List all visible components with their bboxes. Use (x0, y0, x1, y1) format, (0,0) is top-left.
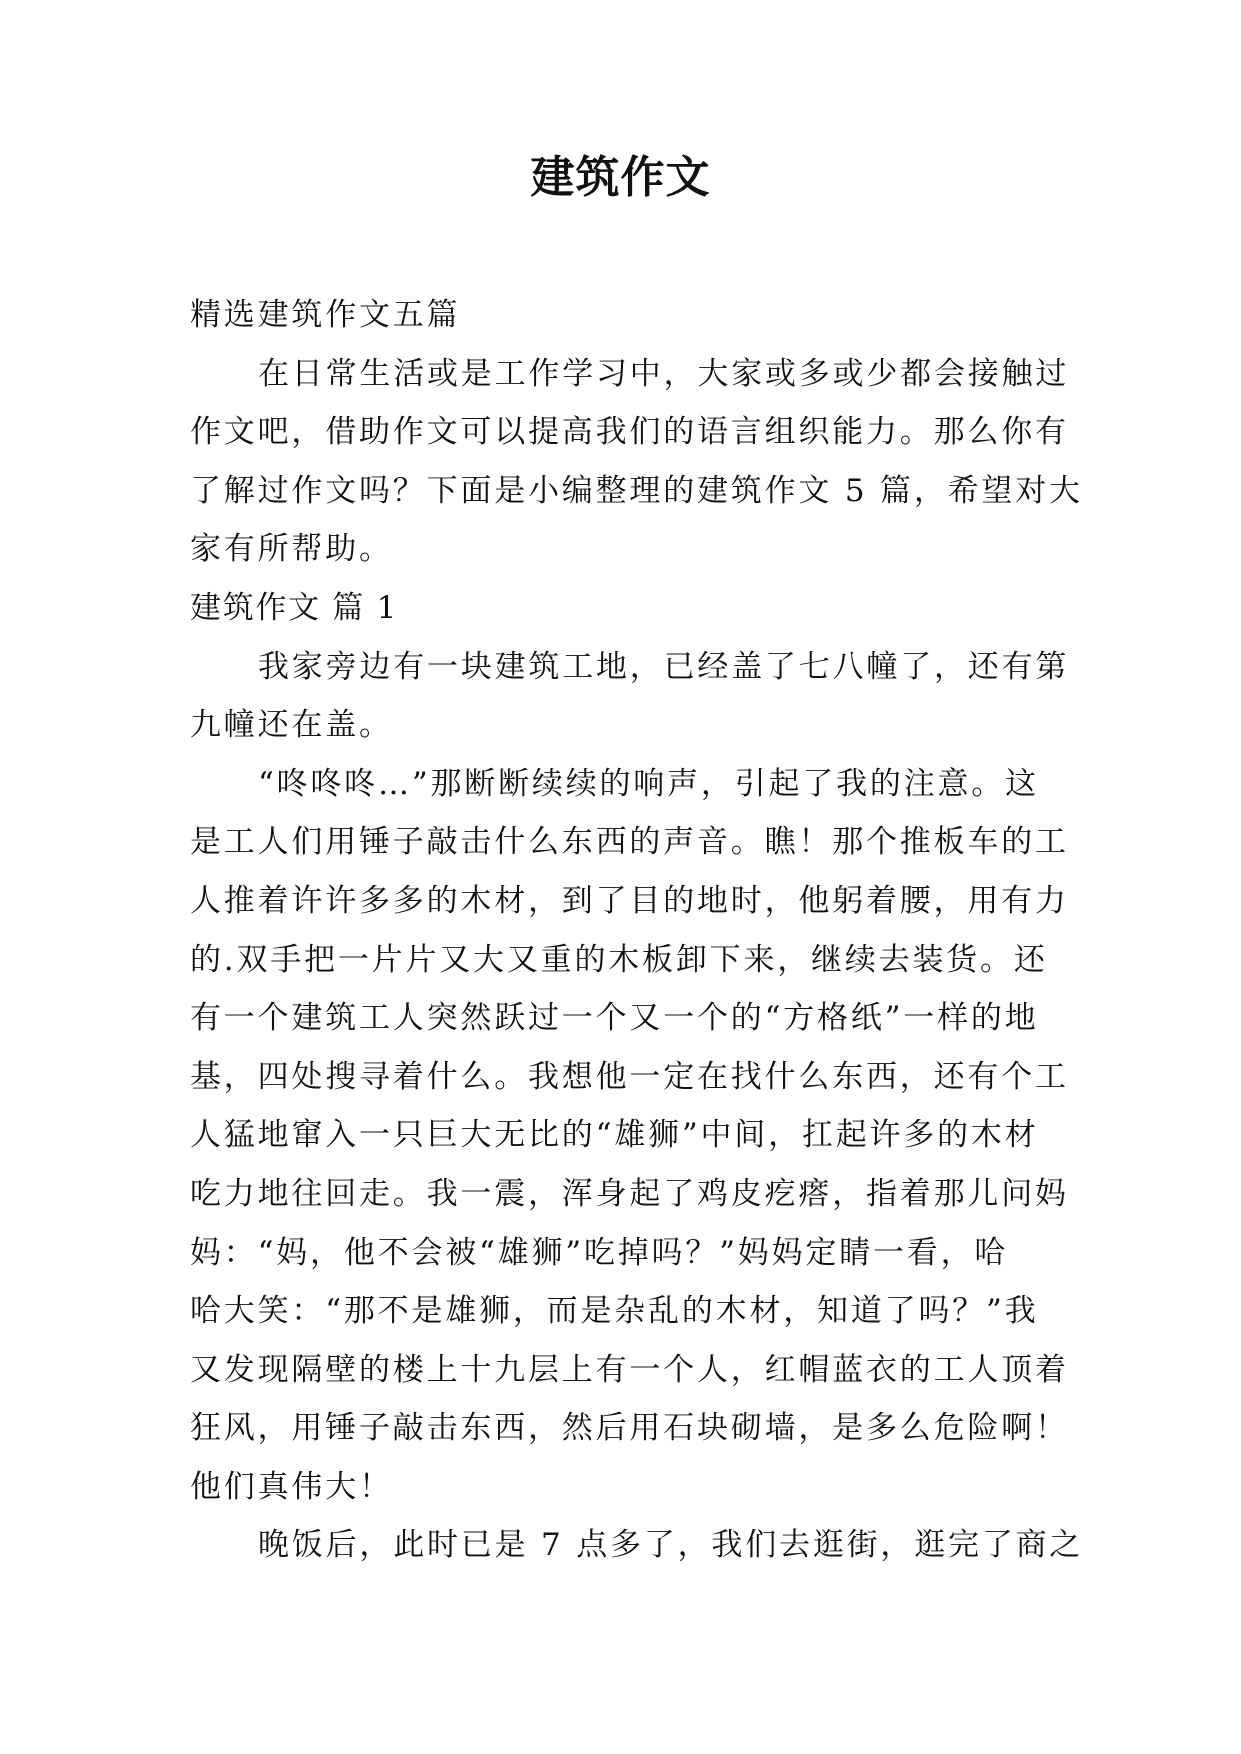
paragraph-line: 的.双手把一片片又大又重的木板卸下来，继续去装货。还 (190, 941, 1048, 978)
paragraph-line: 是工人们用锤子敲击什么东西的声音。瞧！那个推板车的工 (190, 824, 1069, 861)
paragraph-line: 狂风，用锤子敲击东西，然后用石块砌墙，是多么危险啊！ (190, 1410, 1069, 1447)
document-title: 建筑作文 (530, 152, 711, 203)
paragraph-line: 了解过作文吗？下面是小编整理的建筑作文 5 篇，希望对大 (190, 472, 1083, 509)
paragraph-line: 我家旁边有一块建筑工地，已经盖了七八幢了，还有第 (258, 648, 1070, 685)
paragraph-line: 他们真伟大！ (190, 1468, 393, 1505)
paragraph-line: 又发现隔壁的楼上十九层上有一个人，红帽蓝衣的工人顶着 (190, 1351, 1069, 1388)
document-body (190, 286, 1084, 1575)
paragraph-line: 人推着许许多多的木材，到了目的地时，他躬着腰，用有力 (190, 882, 1069, 919)
paragraph-line: 在日常生活或是工作学习中，大家或多或少都会接触过 (258, 355, 1070, 392)
paragraph-line: 妈：“妈，他不会被“雄狮”吃掉吗？”妈妈定睛一看，哈 (190, 1234, 1009, 1271)
paragraph-line: 家有所帮助。 (190, 531, 393, 568)
subtitle-line: 精选建筑作文五篇 (190, 297, 461, 333)
paragraph-line: “咚咚咚…”那断断续续的响声，引起了我的注意。这 (258, 765, 1039, 802)
paragraph-line: 哈大笑：“那不是雄狮，而是杂乱的木材，知道了吗？”我 (190, 1293, 1039, 1330)
paragraph-line: 吃力地往回走。我一震，浑身起了鸡皮疙瘩，指着那儿问妈 (190, 1175, 1069, 1212)
paragraph-line: 有一个建筑工人突然跃过一个又一个的“方格纸”一样的地 (190, 1000, 1039, 1037)
paragraph-line: 作文吧，借助作文可以提高我们的语言组织能力。那么你有 (190, 414, 1069, 451)
paragraph-line: 九幢还在盖。 (190, 707, 393, 744)
paragraph-line: 晚饭后，此时已是 7 点多了，我们去逛街，逛完了商之 (258, 1527, 1084, 1564)
paragraph-line: 人猛地窜入一只巨大无比的“雄狮”中间，扛起许多的木材 (190, 1117, 1039, 1154)
section-heading: 建筑作文 篇 1 (190, 589, 399, 626)
paragraph-line: 基，四处搜寻着什么。我想他一定在找什么东西，还有个工 (190, 1058, 1069, 1095)
